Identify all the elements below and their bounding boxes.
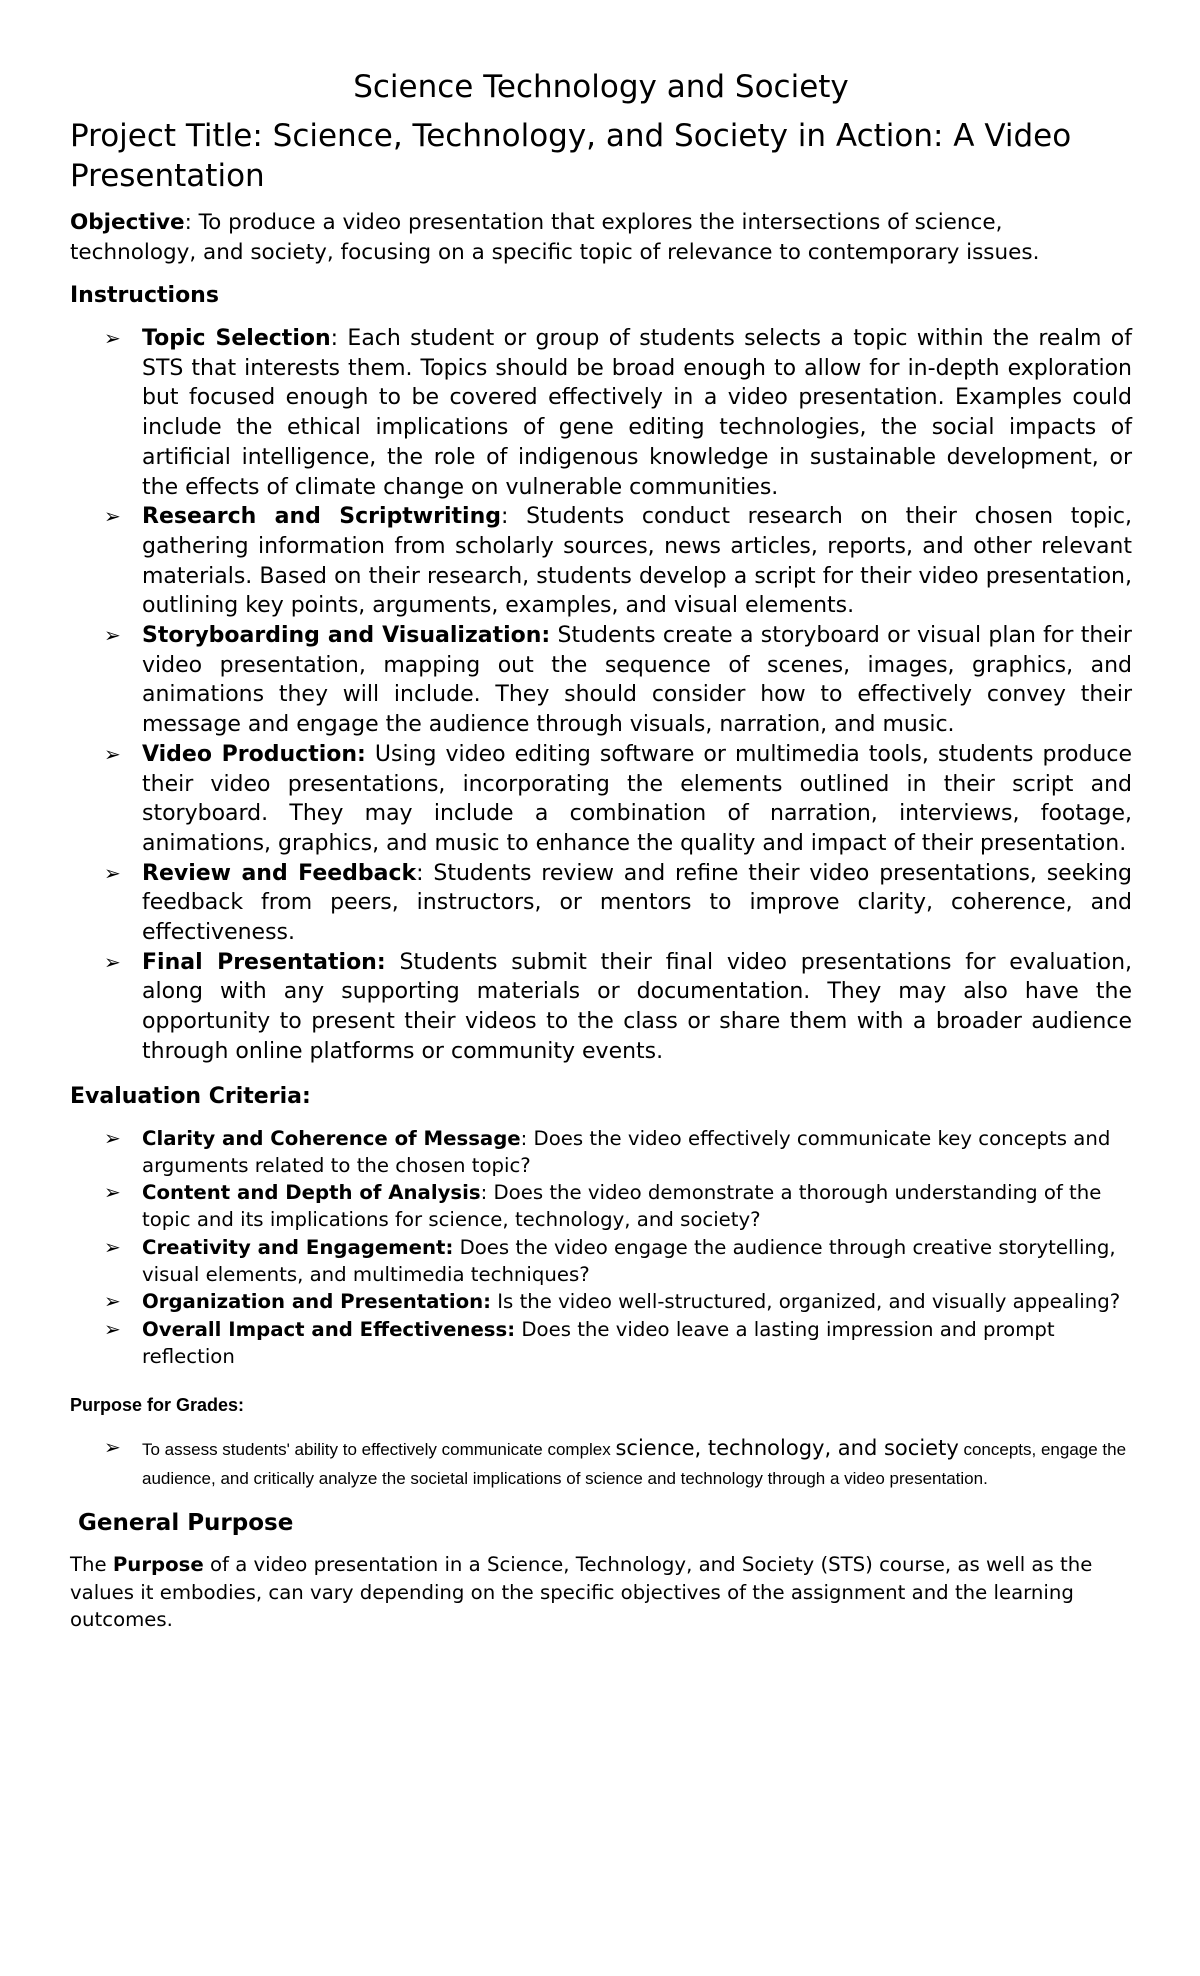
arrowhead-bullet-icon: ➢ [104,326,121,350]
arrowhead-bullet-icon: ➢ [104,623,121,648]
list-item [70,1179,1132,1234]
item-label: Video Production: [142,741,366,767]
list-item [70,740,1132,859]
item-text: Using video editing software or multimedia tools, students produce their video presentations, incorporating the elements outlined in their script and storyboard. They may include a combination of narration, interviews, footage, animations, graphics, and music to enhance the quality and impact of their presentation. [142,741,1133,856]
item-label: Final Presentation: [142,949,386,975]
item-text: : Students conduct research on their chosen topic, gathering information from scholarly sources, news articles, reports, and other relevant materials. Based on their research, students develop a script for their video presentation, outlining key points, arguments, examples, and visual elements. [142,504,1132,619]
arrowhead-bullet-icon: ➢ [104,1437,121,1460]
item-label: Clarity and Coherence of Message [142,1126,521,1150]
document-title: Science Technology and Society [353,69,849,105]
item-label: Research and Scriptwriting [142,504,501,530]
item-text: Students create a storyboard or visual plan for their video presentation, mapping out the sequence of scenes, images, graphics, and animations they will include. They should consider how to effectively convey their message and engage the audience through visuals, narration, and music. [142,623,1132,738]
list-item [70,1288,1132,1315]
objective-text: : To produce a video presentation that explores the intersections of science, technology, and society, focusing on a specific topic of relevance to contemporary issues. [70,210,1040,265]
item-label: Storyboarding and Visualization: [142,623,551,649]
list-item [70,1234,1132,1289]
instructions-list [70,324,1132,1067]
item-text: Is the video well-structured, organized, and visually appealing? [490,1290,1121,1314]
list-item [70,1316,1132,1371]
gp-text-after: of a video presentation in a Science, Technology, and Society (STS) course, as well as the values it embodies, can vary depending on the specific objectives of the assignment and the learning outcomes. [70,1553,1093,1631]
general-purpose-heading: General Purpose [78,1510,294,1537]
arrowhead-bullet-icon: ➢ [104,1289,121,1314]
list-item [70,1434,1132,1493]
instructions-heading: Instructions [70,283,219,308]
arrowhead-bullet-icon: ➢ [104,741,121,766]
list-item [70,621,1132,740]
arrowhead-bullet-icon: ➢ [104,1180,121,1205]
item-text: Does the video leave a lasting impression and prompt reflection [142,1317,1055,1368]
purpose-text-after: concepts, engage the audience, and critically analyze the societal implications of science and technology through a video presentation. [142,1440,1127,1489]
arrowhead-bullet-icon: ➢ [104,1316,121,1341]
item-text: : Students review and refine their video presentations, seeking feedback from peers, instructors, or mentors to improve clarity, coherence, and effectiveness. [142,860,1132,946]
arrowhead-bullet-icon: ➢ [104,949,121,974]
gp-bold: Purpose [112,1553,204,1577]
purpose-text-before: To assess students' ability to effectively communicate complex [142,1440,616,1460]
arrowhead-bullet-icon: ➢ [104,860,121,885]
item-text: : Each student or group of students selects a topic within the realm of STS that interests them. Topics should be broad enough to allow for in-depth exploration but focused enough to be covered effectively in a video presentation. Examples could include the ethical implications of gene editing technologies, the social impacts of artificial intelligence, the role of indigenous knowledge in sustainable development, or the effects of climate change on vulnerable communities. [142,326,1132,500]
general-purpose-paragraph [70,1551,1132,1633]
project-title: Project Title: Science, Technology, and Society in Action: A Video Presentation [70,118,1072,194]
list-item [70,859,1132,948]
objective-paragraph [70,208,1132,268]
list-item [70,502,1132,621]
gp-text-before: The [70,1553,113,1577]
item-label: Topic Selection [142,326,331,351]
item-text: : Does the video effectively communicate key concepts and arguments related to the chosen topic? [142,1126,1111,1177]
list-item [70,948,1132,1067]
evaluation-heading: Evaluation Criteria: [70,1083,311,1109]
item-label: Review and Feedback [142,860,417,886]
arrowhead-bullet-icon: ➢ [104,1125,121,1150]
list-item [70,324,1132,502]
purpose-text-large: science, technology, and society [615,1436,959,1461]
list-item [70,1125,1132,1180]
purpose-for-grades-list [70,1434,1132,1493]
item-text: : Does the video demonstrate a thorough understanding of the topic and its implications for science, technology, and society? [142,1181,1102,1232]
purpose-for-grades-heading: Purpose for Grades: [70,1395,245,1416]
evaluation-list [70,1125,1132,1371]
objective-label: Objective [70,210,185,235]
item-label: Organization and Presentation: [142,1290,491,1314]
item-text: Students submit their final video presentations for evaluation, along with any supporting materials or documentation. They may also have the opportunity to present their videos to the class or share them with a broader audience through online platforms or community events. [142,949,1133,1064]
item-label: Overall Impact and Effectiveness: [142,1317,516,1341]
arrowhead-bullet-icon: ➢ [104,1234,121,1259]
item-label: Content and Depth of Analysis [142,1181,481,1205]
document-page [70,66,1132,1633]
item-text: Does the video engage the audience through creative storytelling, visual elements, and multimedia techniques? [142,1235,1116,1287]
arrowhead-bullet-icon: ➢ [104,504,121,529]
item-label: Creativity and Engagement: [142,1235,454,1259]
